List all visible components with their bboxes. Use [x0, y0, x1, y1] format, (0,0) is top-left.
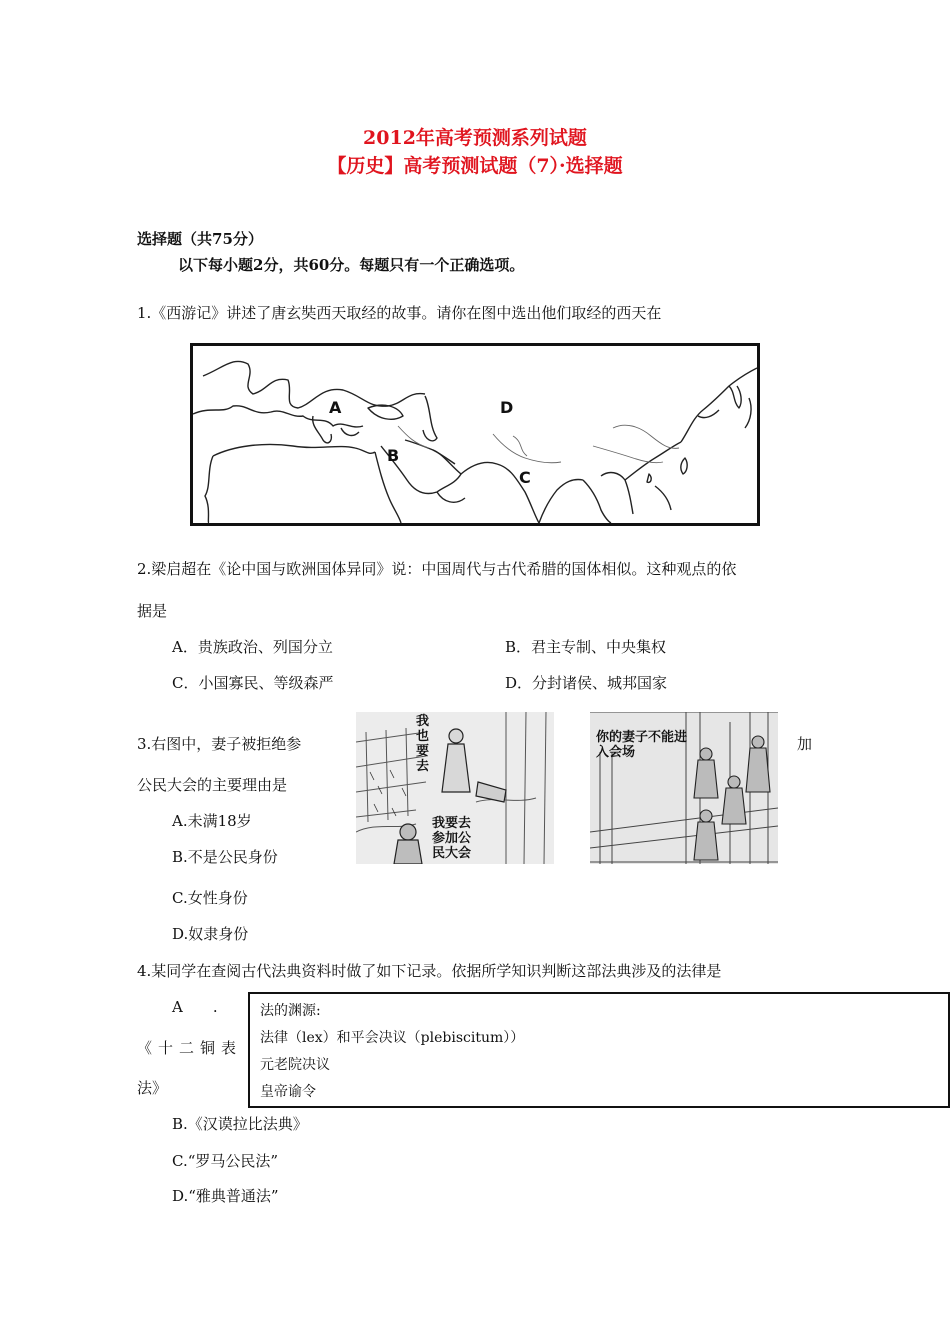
- q2-stem-line2: 据是: [137, 602, 168, 620]
- section-heading: 选择题（共75分）: [137, 230, 263, 248]
- q3-stem-line2: 公民大会的主要理由是: [137, 776, 288, 794]
- q3-option-d: D.奴隶身份: [172, 925, 249, 943]
- q4-box-line1: 法的渊源:: [260, 1003, 321, 1019]
- q4-stem: 4.某同学在查阅古代法典资料时做了如下记录。依据所学知识判断这部法典涉及的法律是: [137, 962, 722, 980]
- q3-illustration-right: [590, 712, 778, 864]
- map-label-a: A: [329, 398, 342, 417]
- q4-record-box: [248, 992, 950, 1108]
- q3-option-b: B.不是公民身份: [172, 848, 278, 866]
- q4-option-a-text1: 《十二铜表: [137, 1039, 243, 1057]
- q4-option-d: D.“雅典普通法”: [172, 1187, 279, 1205]
- q3-pic1-bottom-caption: 我要去参加公民大会: [432, 816, 472, 861]
- q2-option-c: C．小国寡民、等级森严: [172, 674, 334, 692]
- map-outline-graphic: [193, 346, 757, 523]
- q4-option-b: B.《汉谟拉比法典》: [172, 1115, 308, 1133]
- q2-option-a: A．贵族政治、列国分立: [172, 638, 333, 656]
- q4-box-line2: 法律（lex）和平会决议（plebiscitum））: [260, 1030, 525, 1046]
- map-label-d: D: [500, 398, 514, 417]
- q4-option-a-text2: 法》: [137, 1079, 168, 1097]
- q3-option-c: C.女性身份: [172, 889, 248, 907]
- page-subtitle: 【历史】高考预测试题（7）·选择题: [327, 155, 623, 177]
- q3-stem-part1: 3.右图中，妻子被拒绝参: [137, 735, 302, 753]
- section-instruction: 以下每小题2分，共60分。每题只有一个正确选项。: [178, 256, 525, 274]
- q4-box-line4: 皇帝谕令: [260, 1084, 316, 1100]
- q3-pic1-top-caption: 我也要去: [416, 714, 430, 774]
- map-label-b: B: [387, 446, 400, 465]
- q1-stem: 1.《西游记》讲述了唐玄奘西天取经的故事。请你在图中选出他们取经的西天在: [137, 304, 662, 322]
- q2-stem-line1: 2.梁启超在《论中国与欧洲国体异同》说：中国周代与古代希腊的国体相似。这种观点的依: [137, 560, 737, 578]
- page-title: 2012年高考预测系列试题: [363, 127, 587, 149]
- q3-pic2-caption: 你的妻子不能进入会场: [596, 730, 688, 760]
- q4-box-line3: 元老院决议: [260, 1057, 330, 1073]
- q4-option-c: C.“罗马公民法”: [172, 1152, 279, 1170]
- q3-illustration-left: [356, 712, 554, 864]
- q2-option-b: B．君主专制、中央集权: [505, 638, 667, 656]
- map-label-c: C: [519, 468, 531, 487]
- q1-map: [190, 343, 760, 526]
- q3-stem-part2: 加: [797, 735, 813, 753]
- q3-option-a: A.未满18岁: [172, 812, 252, 830]
- q4-option-a-letter: A .: [172, 998, 218, 1016]
- q2-option-d: D．分封诸侯、城邦国家: [505, 674, 668, 692]
